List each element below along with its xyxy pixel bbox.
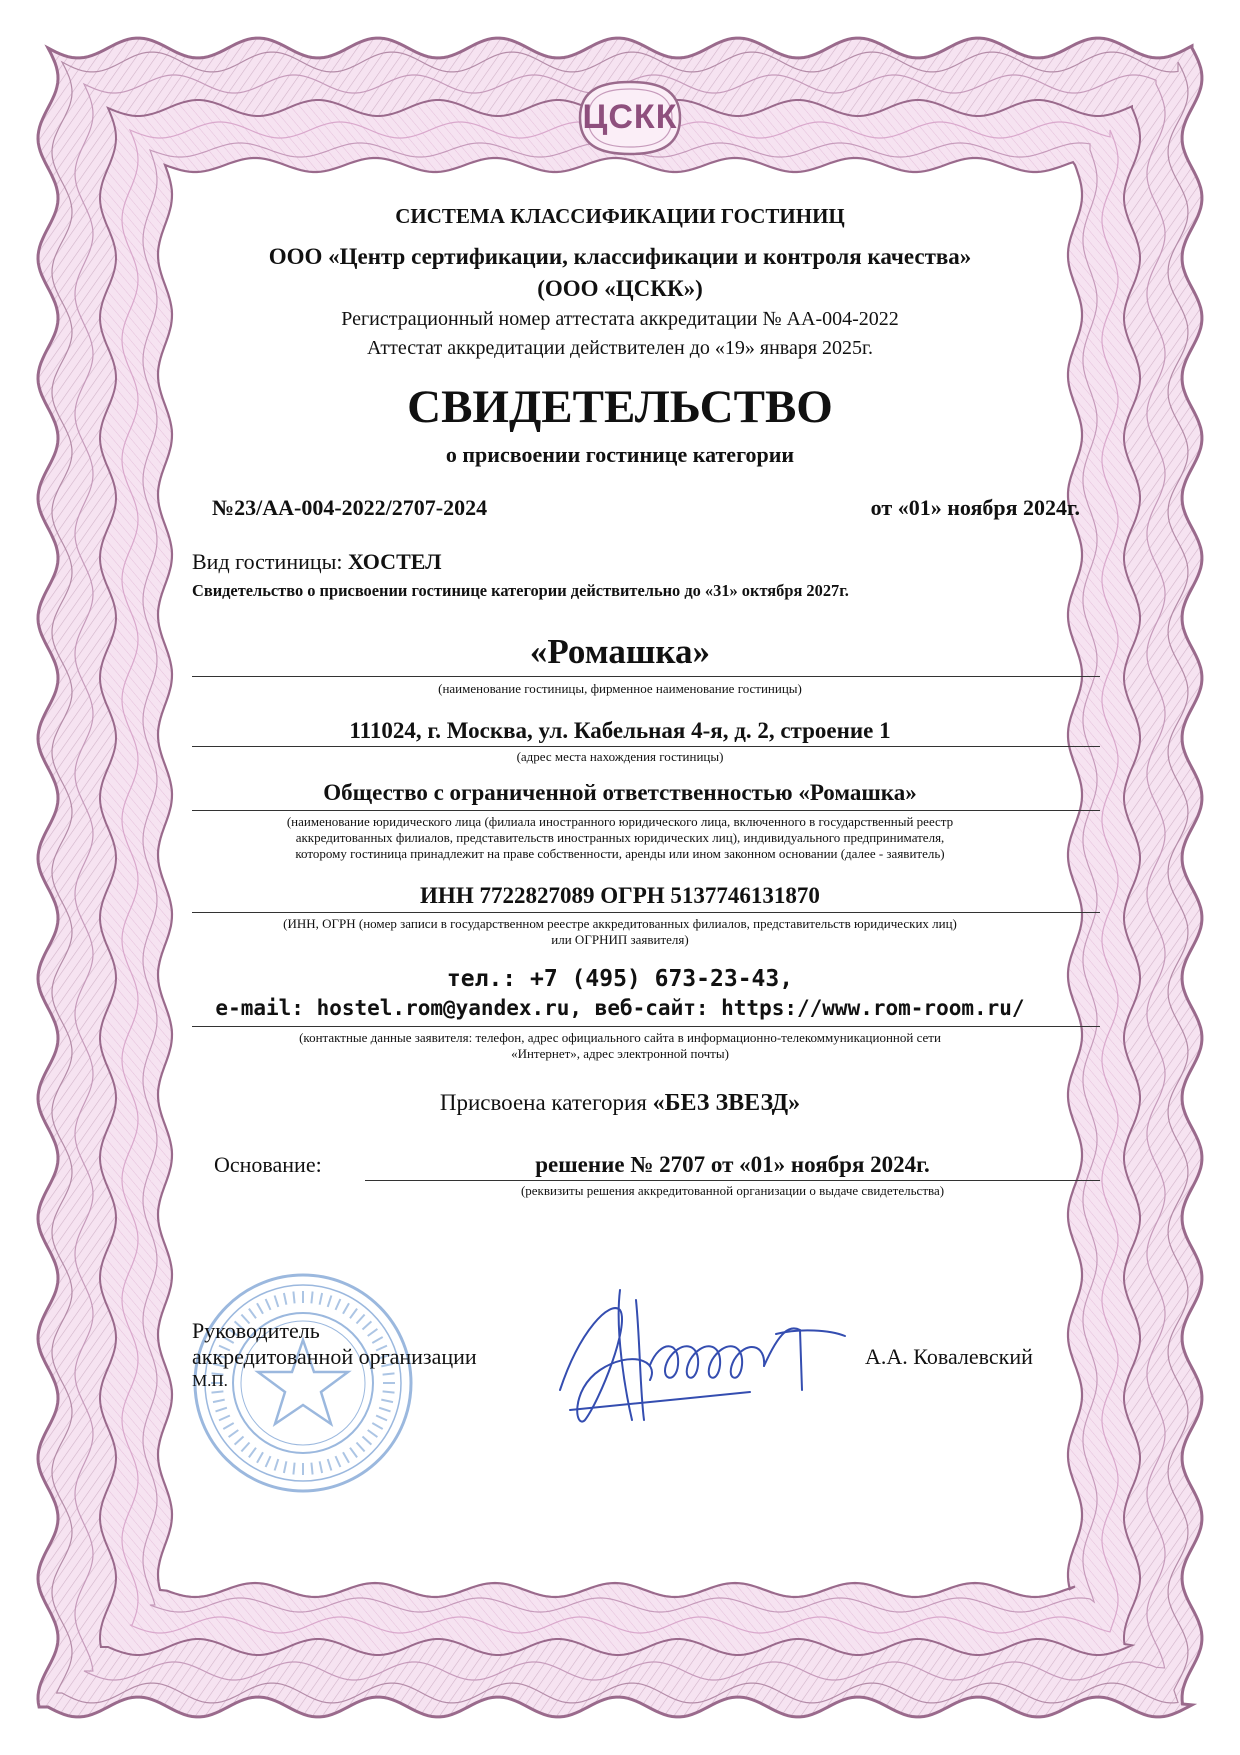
hotel-address: 111024, г. Москва, ул. Кабельная 4-я, д. 2, строение 1 (349, 718, 891, 743)
organization-short-name: (ООО «ЦСКК») (537, 276, 703, 301)
signatory-name: А.А. Ковалевский (865, 1344, 1033, 1369)
owner-tax-ids: ИНН 7722827089 ОГРН 5137746131870 (420, 883, 820, 908)
hotel-owner-caption-3: которому гостиница принадлежит на праве собственности, аренды или ином законном основании (далее - заявитель) (295, 846, 945, 861)
hotel-owner-underline (192, 810, 1100, 811)
owner-tax-ids-underline (192, 912, 1100, 913)
hotel-address-caption: (адрес места нахождения гостиницы) (516, 749, 724, 764)
basis-underline (365, 1180, 1100, 1181)
owner-email-website: e-mail: hostel.rom@yandex.ru, веб-сайт: https://www.rom-room.ru/ (215, 996, 1025, 1020)
hotel-owner: Общество с ограниченной ответственностью «Ромашка» (323, 780, 917, 805)
hotel-type-value: ХОСТЕЛ (348, 549, 442, 574)
certificate-date: от «01» ноября 2024г. (870, 495, 1080, 520)
owner-contacts-underline (192, 1026, 1100, 1027)
category-value: «БЕЗ ЗВЕЗД» (652, 1090, 801, 1116)
hotel-name-underline (192, 676, 1100, 677)
accreditation-reg-number: Регистрационный номер аттестата аккредитации № АА-004-2022 (341, 308, 899, 330)
certificate-number: №23/АА-004-2022/2707-2024 (212, 495, 488, 520)
owner-tax-ids-caption-1: (ИНН, ОГРН (номер записи в государственном реестре аккредитованных филиалов, представительств юридических лиц) (283, 916, 957, 931)
hotel-name: «Ромашка» (529, 632, 711, 671)
certificate-validity: Свидетельство о присвоении гостинице категории действительно до «31» октября 2027г. (192, 581, 849, 600)
signatory-role-line2: аккредитованной организации (192, 1344, 477, 1369)
basis-caption: (реквизиты решения аккредитованной организации о выдаче свидетельства) (520, 1183, 945, 1198)
category-row (0, 1090, 1240, 1117)
owner-contacts-caption-1: (контактные данные заявителя: телефон, адрес официального сайта в информационно-телекоммуникационной сети (299, 1030, 941, 1045)
hotel-address-underline (192, 746, 1100, 747)
basis-label: Основание: (214, 1152, 322, 1177)
owner-contacts-caption-2: «Интернет», адрес электронной почты) (511, 1046, 729, 1061)
hotel-name-caption: (наименование гостиницы, фирменное наименование гостиницы) (438, 681, 802, 696)
hotel-owner-caption-1: (наименование юридического лица (филиала иностранного юридического лица, включенного в государственный реестр (286, 814, 954, 829)
owner-tax-ids-caption-2: или ОГРНИП заявителя) (551, 932, 689, 947)
organization-logo-text: ЦСКК (582, 98, 678, 136)
category-label: Присвоена категория (439, 1090, 647, 1115)
hotel-type-row (192, 549, 442, 575)
signatory-role-line1: Руководитель (192, 1318, 320, 1343)
hotel-type-label: Вид гостиницы: (192, 549, 343, 574)
document-title: СВИДЕТЕЛЬСТВО (407, 381, 833, 433)
hotel-owner-caption-2: аккредитованных филиалов, представительств иностранных юридических лиц), индивидуального предпринимателя, (295, 830, 945, 845)
organization-name: ООО «Центр сертификации, классификации и контроля качества» (268, 244, 972, 269)
basis-value: решение № 2707 от «01» ноября 2024г. (535, 1152, 930, 1177)
stamp-place-label: М.П. (192, 1371, 228, 1390)
system-title: СИСТЕМА КЛАССИФИКАЦИИ ГОСТИНИЦ (395, 204, 845, 228)
handwritten-signature (540, 1270, 860, 1440)
accreditation-valid-until: Аттестат аккредитации действителен до «19» января 2025г. (366, 337, 873, 359)
owner-phone: тел.: +7 (495) 673-23-43, (446, 966, 794, 992)
document-subtitle: о присвоении гостинице категории (445, 442, 795, 467)
